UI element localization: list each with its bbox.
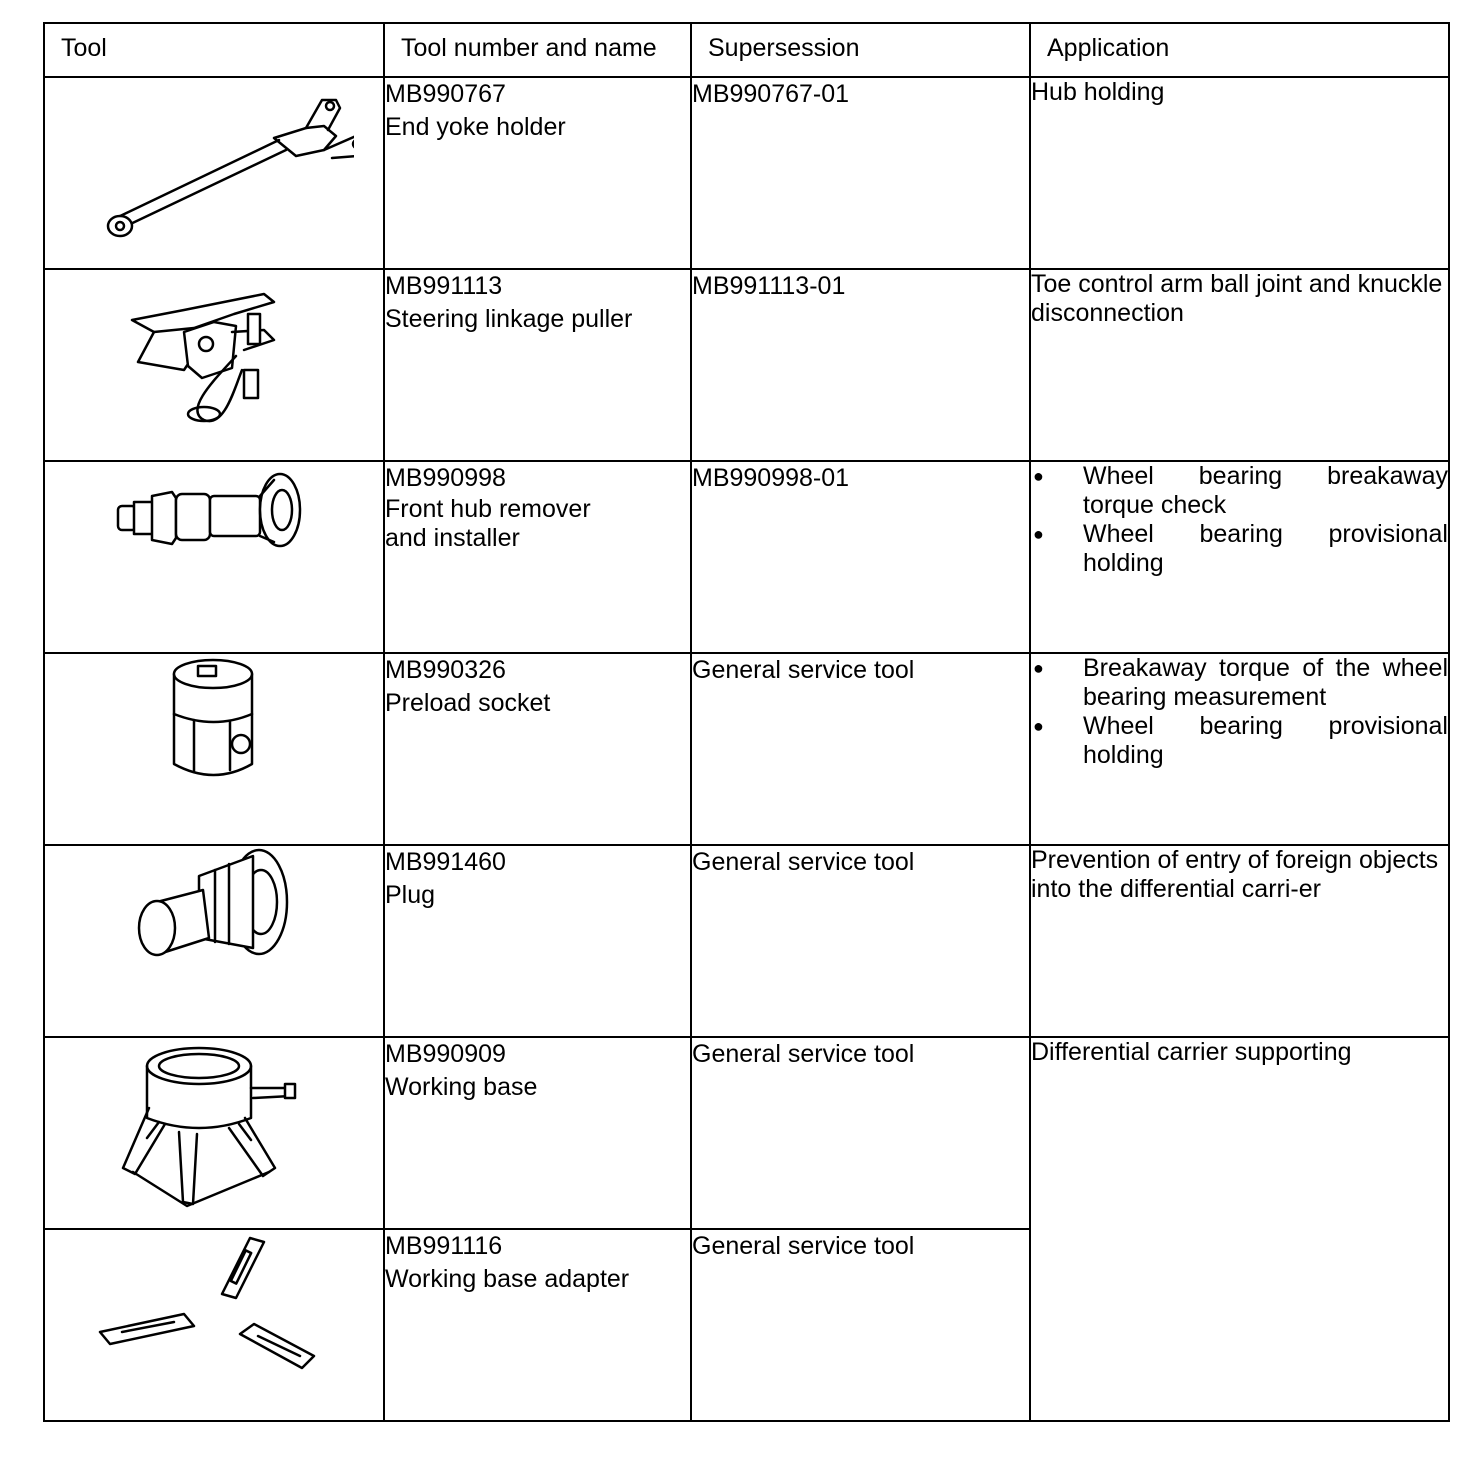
special-tools-table [43,22,1450,1422]
tool-number: MB990909 [385,1040,506,1068]
application-item: ● Wheel bearing provisional holding [1031,520,1448,578]
tool-number: MB990326 [385,656,506,684]
tool-number: MB991460 [385,848,506,876]
application-cell [1030,269,1449,461]
supersession-cell [691,77,1030,269]
tool-name: Steering linkage puller [385,305,633,333]
tool-number: MB991116 [385,1232,503,1260]
tool-image-cell [44,845,384,1037]
tool-image-cell [44,269,384,461]
tool-number: MB990998 [385,464,506,492]
tool-number-name-cell [384,269,691,461]
supersession-value: General service tool [692,1232,915,1260]
application-cell [1030,461,1449,653]
tool-number-name-cell [384,77,691,269]
application-cell [1030,1037,1449,1421]
supersession-cell [691,269,1030,461]
working-base-adapter-illustration [94,1230,334,1380]
application-text: Toe control arm ball joint and knuckle disconnection [1031,270,1443,327]
tool-number: MB990767 [385,80,506,108]
header-application: Application [1030,23,1449,77]
application-cell [1030,77,1449,269]
tool-number-name-cell [384,1229,691,1421]
application-text: Differential carrier supporting [1031,1038,1352,1066]
plug-illustration [129,846,299,976]
application-item: ● Wheel bearing breakaway torque check [1031,462,1448,520]
steering-linkage-puller-illustration [124,270,304,440]
tool-number: MB991113 [385,272,503,300]
application-item: ● Breakaway torque of the wheel bearing measurement [1031,654,1448,712]
header-tool-number-and-name: Tool number and name [384,23,691,77]
tool-image-cell [44,461,384,653]
tool-number-name-cell [384,461,691,653]
supersession-cell [691,845,1030,1037]
table-row [44,845,1449,1037]
supersession-value: General service tool [692,848,915,876]
supersession-value: MB990998-01 [692,464,850,492]
end-yoke-holder-illustration [74,78,354,248]
application-list [1031,462,1448,578]
tool-name: Working base [385,1073,538,1101]
supersession-cell [691,1037,1030,1229]
tool-number-name-cell [384,653,691,845]
tool-name: End yoke holder [385,113,566,141]
supersession-cell [691,1229,1030,1421]
supersession-value: MB991113-01 [692,272,846,300]
supersession-cell [691,461,1030,653]
preload-socket-illustration [164,654,264,794]
table-row [44,461,1449,653]
table-row [44,269,1449,461]
front-hub-remover-illustration [114,462,314,562]
supersession-value: General service tool [692,656,915,684]
application-text: Prevention of entry of foreign objects into the differential carri-er [1031,846,1439,903]
tool-name: Preload socket [385,689,551,717]
application-cell [1030,845,1449,1037]
tool-name: Plug [385,881,436,909]
tool-image-cell [44,1037,384,1229]
header-row [44,23,1449,77]
tool-name-line-1: Front hub remover [385,495,591,523]
application-text: Hub holding [1031,78,1165,106]
tool-image-cell [44,1229,384,1421]
tool-number-name-cell [384,1037,691,1229]
tool-name: Working base adapter [385,1265,630,1293]
supersession-value: MB990767-01 [692,80,850,108]
application-list [1031,654,1448,770]
table-row [44,653,1449,845]
tool-number-name-cell [384,845,691,1037]
application-item: ● Wheel bearing provisional holding [1031,712,1448,770]
working-base-illustration [119,1038,309,1218]
header-supersession: Supersession [691,23,1030,77]
table-row [44,1037,1449,1229]
supersession-value: General service tool [692,1040,915,1068]
tool-name-line-2: and installer [385,524,520,552]
header-tool: Tool [44,23,384,77]
tool-image-cell [44,77,384,269]
table-row [44,77,1449,269]
tool-image-cell [44,653,384,845]
supersession-cell [691,653,1030,845]
application-cell [1030,653,1449,845]
